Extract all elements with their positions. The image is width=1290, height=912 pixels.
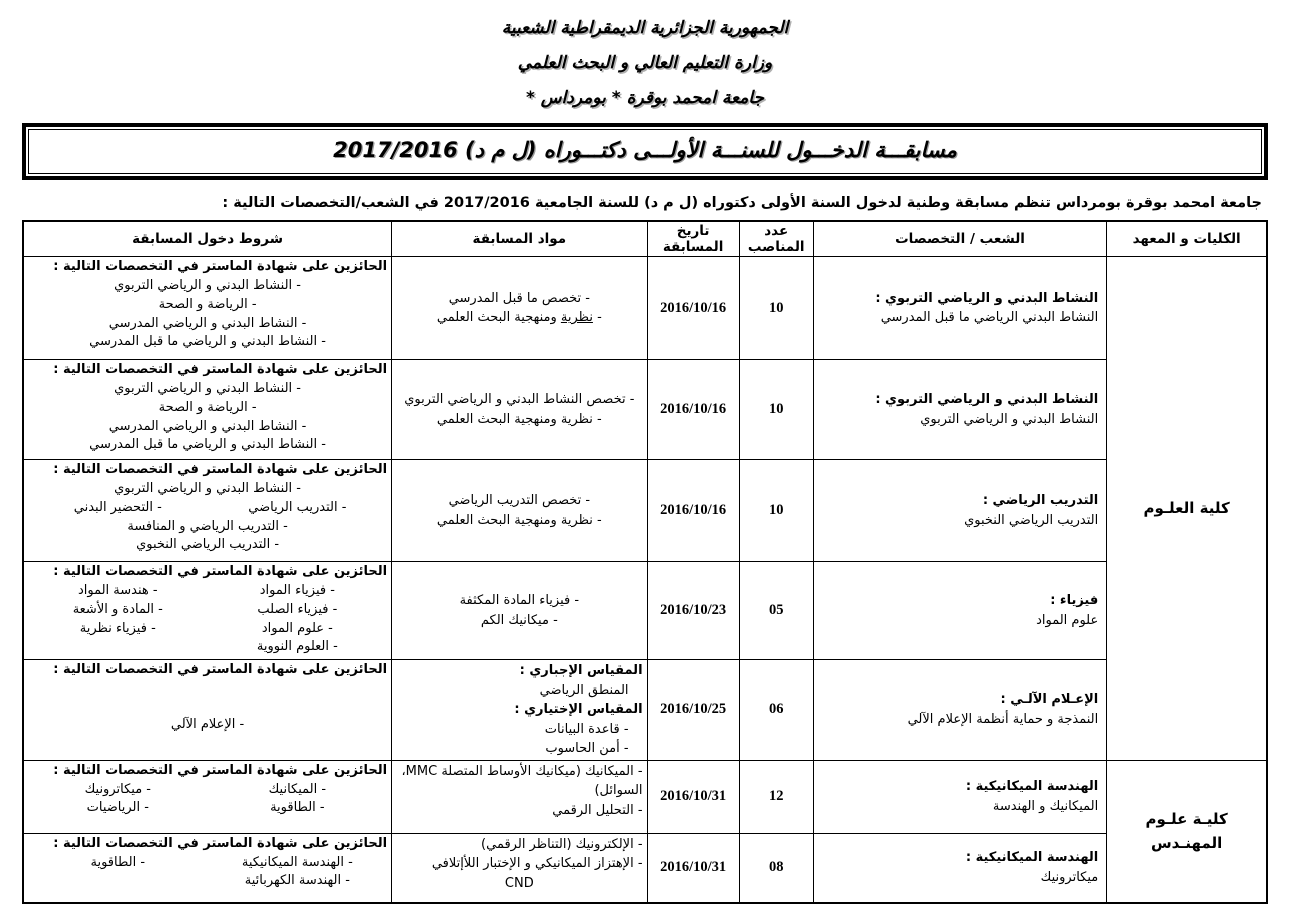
branch-cell — [813, 833, 1106, 903]
table-header-row — [23, 221, 1267, 257]
condition-item: - التدريب الرياضي النخبوي — [136, 537, 280, 553]
condition-item: - النشاط البدني و الرياضي ما قبل المدرسي — [89, 334, 326, 350]
table-row — [23, 257, 1267, 360]
condition-pair — [28, 582, 387, 601]
condition-item: - التحضير البدني — [73, 499, 162, 515]
conditions-heading: الحائزين على شهادة الماستر في التخصصات التالية : — [53, 762, 388, 778]
table-row — [23, 562, 1267, 660]
title-box — [22, 123, 1268, 180]
branch-subtitle: التدريب الرياضي النخبوي — [964, 512, 1099, 528]
condition-item: - فيزياء المواد — [259, 582, 335, 598]
subject-line: - الإلكترونيك (التناظر الرقمي) — [481, 836, 643, 852]
competition-table — [22, 220, 1268, 904]
condition-item: - النشاط البدني و الرياضي ما قبل المدرسي — [89, 437, 326, 453]
condition-pair — [28, 601, 387, 620]
positions-cell: 10 — [739, 257, 813, 360]
condition-item: - التدريب الرياضي و المنافسة — [127, 518, 288, 534]
header-date: تاريخ المسابقة — [647, 221, 739, 257]
positions-cell: 05 — [739, 562, 813, 660]
branch-subtitle: النشاط البدني الرياضي ما قبل المدرسي — [880, 310, 1099, 325]
branch-cell — [813, 360, 1106, 460]
conditions-cell — [23, 833, 392, 903]
faculty-cell-science: كلية العلـوم — [1107, 257, 1267, 761]
conditions-heading: الحائزين على شهادة الماستر في التخصصات التالية : — [53, 564, 388, 579]
positions-cell: 12 — [739, 760, 813, 833]
subjects-cell — [392, 360, 647, 460]
branch-subtitle: النمذجة و حماية أنظمة الإعلام الآلي — [907, 711, 1099, 727]
condition-item: - الهندسة الميكانيكية — [241, 854, 353, 870]
conditions-heading: الحائزين على شهادة الماستر في التخصصات التالية : — [53, 662, 388, 678]
document-header — [22, 18, 1268, 108]
subject-line: - نظرية ومنهجية البحث العلمي — [436, 512, 602, 528]
subject-line: - تخصص التدريب الرياضي — [448, 493, 591, 508]
condition-item: - الرياضيات — [86, 800, 149, 816]
condition-item: - الرياضة و الصحة — [158, 296, 257, 312]
condition-item: - الميكانيك — [268, 781, 327, 797]
conditions-heading: الحائزين على شهادة الماستر في التخصصات التالية : — [53, 259, 388, 274]
subject-line: - نظرية ومنهجية البحث العلمي — [436, 310, 602, 325]
conditions-heading: الحائزين على شهادة الماستر في التخصصات التالية : — [53, 362, 388, 377]
subject-line: - الإهتزاز الميكانيكي و الإختبار اللأإتلافي — [431, 856, 643, 872]
table-row — [23, 833, 1267, 903]
condition-item: - الطاقوية — [270, 800, 325, 816]
condition-item: - التدريب الرياضي — [248, 499, 347, 515]
subjects-cell — [392, 257, 647, 360]
condition-item: - النشاط البدني و الرياضي التربوي — [114, 380, 301, 396]
condition-item: - الرياضة و الصحة — [158, 399, 257, 415]
subject-line: المنطق الرياضي — [539, 682, 629, 698]
condition-item: - الهندسة الكهربائية — [244, 873, 350, 889]
condition-pair — [28, 620, 387, 639]
header-line-ministry: وزارة التعليم العالي و البحث العلمي — [517, 53, 773, 73]
subjects-cell — [392, 460, 647, 562]
underlined-word: نظرية — [560, 310, 593, 325]
subject-line: - التحليل الرقمي — [552, 802, 643, 818]
branch-cell — [813, 562, 1106, 660]
faculty-name-line: كليـة علـوم — [1145, 810, 1228, 829]
condition-item — [28, 638, 208, 657]
positions-cell: 06 — [739, 660, 813, 761]
condition-pair — [28, 799, 387, 818]
condition-item: - النشاط البدني و الرياضي المدرسي — [108, 418, 307, 434]
subjects-cell — [392, 660, 647, 761]
conditions-cell — [23, 360, 392, 460]
competition-title: مسابقـــة الدخـــول للسنـــة الأولـــى دكتـــوراه (ل م د) 2017/2016 — [333, 138, 957, 162]
condition-item: - فيزياء الصلب — [257, 601, 338, 617]
branch-cell — [813, 460, 1106, 562]
conditions-cell — [23, 562, 392, 660]
condition-item — [28, 872, 208, 891]
branch-title: النشاط البدني و الرياضي التربوي : — [875, 290, 1099, 306]
date-cell: 2016/10/16 — [647, 460, 739, 562]
faculty-cell-engineer — [1107, 760, 1267, 903]
condition-item: - النشاط البدني و الرياضي المدرسي — [108, 315, 307, 331]
branch-title: الهندسة الميكانيكية : — [965, 779, 1099, 795]
branch-subtitle: النشاط البدني و الرياضي التربوي — [920, 411, 1099, 427]
table-row — [23, 360, 1267, 460]
subject-line: - قاعدة البيانات — [544, 721, 629, 737]
condition-pair — [28, 781, 387, 800]
condition-item: - علوم المواد — [261, 620, 333, 636]
date-cell: 2016/10/31 — [647, 760, 739, 833]
condition-item: - النشاط البدني و الرياضي التربوي — [114, 277, 301, 293]
header-branch: الشعب / التخصصات — [813, 221, 1106, 257]
subject-heading: المقياس الإختياري : — [514, 702, 643, 718]
date-cell: 2016/10/16 — [647, 360, 739, 460]
branch-title: فيزياء : — [1050, 593, 1099, 609]
subjects-cell — [392, 833, 647, 903]
positions-cell: 08 — [739, 833, 813, 903]
condition-pair — [28, 638, 387, 657]
subject-line: - الميكانيك (ميكانيك الأوساط المتصلة MMC، السوائل) — [401, 763, 643, 799]
conditions-cell — [23, 760, 392, 833]
branch-title: التدريب الرياضي : — [982, 493, 1099, 508]
subjects-cell — [392, 760, 647, 833]
title-box-inner — [28, 129, 1262, 174]
subject-line: - فيزياء المادة المكثفة — [459, 593, 580, 609]
subject-line: - أمن الحاسوب — [545, 741, 629, 757]
subject-line: - تخصص ما قبل المدرسي — [448, 290, 590, 306]
condition-item: - ميكاترونيك — [84, 781, 151, 797]
branch-title: النشاط البدني و الرياضي التربوي : — [875, 392, 1099, 407]
branch-title: الهندسة الميكانيكية : — [965, 850, 1099, 866]
intro-text: جامعة امحمد بوقرة بومرداس تنظم مسابقة وطنية لدخول السنة الأولى دكتوراه (ل م د) للسنة الجامعية 2017/2016 في الشعب/التخصصات التالية : — [222, 195, 1262, 211]
table-row — [23, 460, 1267, 562]
condition-pair — [28, 854, 387, 873]
conditions-cell — [23, 660, 392, 761]
condition-pair — [28, 872, 387, 891]
branch-subtitle: ميكاترونيك — [1040, 869, 1099, 885]
condition-item: - فيزياء نظرية — [79, 620, 156, 636]
conditions-cell — [23, 257, 392, 360]
conditions-cell — [23, 460, 392, 562]
condition-item: - الطاقوية — [90, 854, 146, 870]
condition-item: - هندسة المواد — [77, 582, 158, 598]
branch-subtitle: الميكانيك و الهندسة — [992, 798, 1099, 814]
date-cell: 2016/10/16 — [647, 257, 739, 360]
condition-item: - الإعلام الآلي — [170, 717, 245, 733]
conditions-heading: الحائزين على شهادة الماستر في التخصصات التالية : — [53, 835, 388, 851]
subject-line: - نظرية ومنهجية البحث العلمي — [436, 411, 602, 427]
header-faculty: الكليات و المعهد — [1107, 221, 1267, 257]
table-row — [23, 760, 1267, 833]
subjects-cell — [392, 562, 647, 660]
subject-line: - تخصص النشاط البدني و الرياضي التربوي — [404, 392, 635, 407]
subject-line: - ميكانيك الكم — [480, 612, 558, 628]
header-line-republic: الجمهورية الجزائرية الديمقراطية الشعبية — [501, 18, 789, 38]
positions-cell: 10 — [739, 360, 813, 460]
branch-title: الإعـلام الآلـي : — [1000, 692, 1099, 708]
condition-item: - العلوم النووية — [256, 639, 338, 655]
condition-item: - النشاط البدني و الرياضي التربوي — [114, 480, 301, 496]
date-cell: 2016/10/31 — [647, 833, 739, 903]
table-row — [23, 660, 1267, 761]
condition-item: - المادة و الأشعة — [72, 601, 163, 617]
branch-cell — [813, 760, 1106, 833]
header-subjects: مواد المسابقة — [392, 221, 647, 257]
branch-cell — [813, 660, 1106, 761]
branch-cell — [813, 257, 1106, 360]
positions-cell: 10 — [739, 460, 813, 562]
date-cell: 2016/10/23 — [647, 562, 739, 660]
date-cell: 2016/10/25 — [647, 660, 739, 761]
header-conditions: شروط دخول المسابقة — [23, 221, 392, 257]
header-line-university: جامعة امحمد بوقرة * بومرداس * — [525, 88, 764, 108]
condition-pair — [28, 499, 387, 518]
header-positions: عدد المناصب — [739, 221, 813, 257]
faculty-name-line: المهنـدس — [1150, 834, 1223, 853]
subject-heading: المقياس الإجباري : — [519, 663, 643, 679]
subject-line: CND — [504, 875, 534, 891]
conditions-heading: الحائزين على شهادة الماستر في التخصصات التالية : — [53, 462, 388, 477]
branch-subtitle: علوم المواد — [1036, 612, 1099, 628]
